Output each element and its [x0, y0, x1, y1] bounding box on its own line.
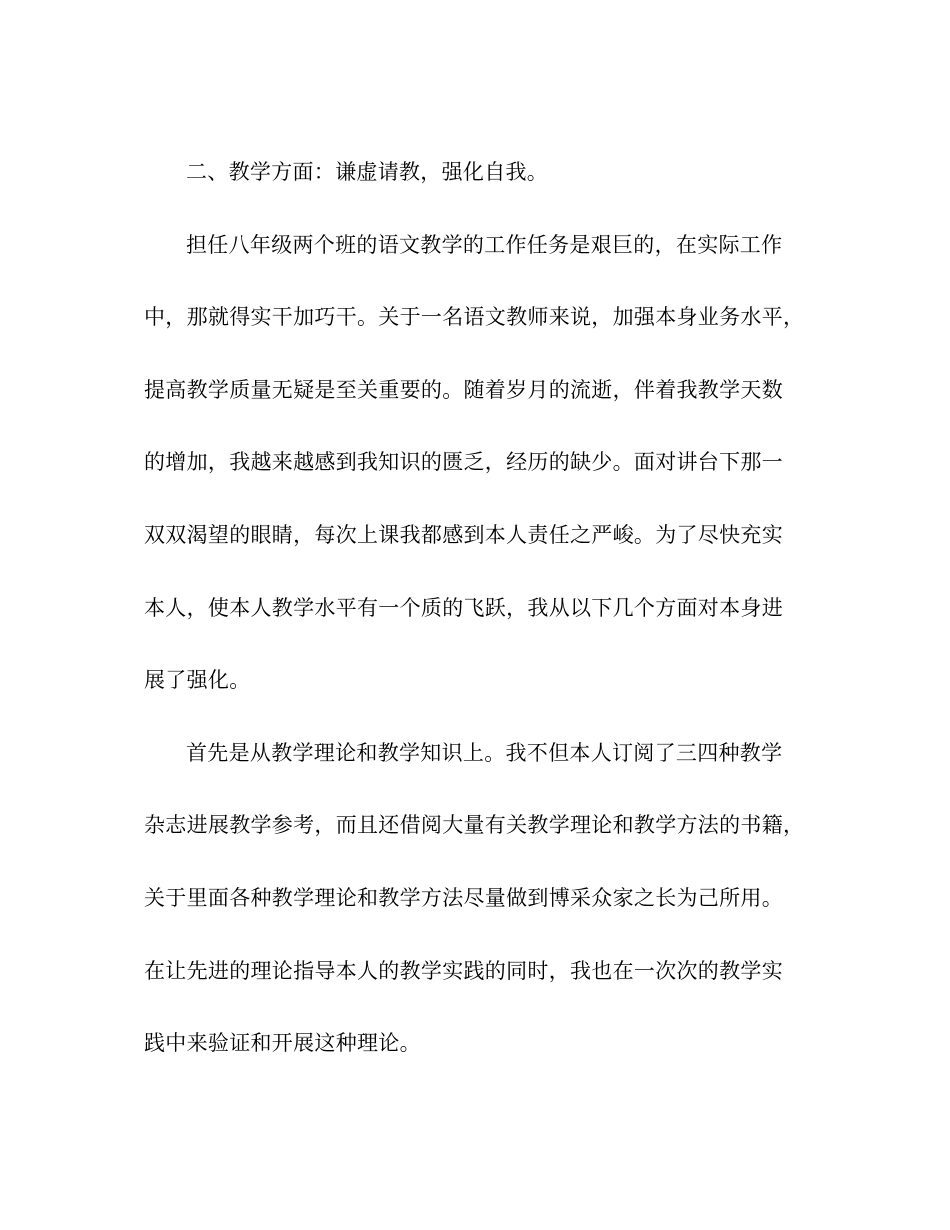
text-line: 首先是从教学理论和教学知识上。我不但本人订阅了三四种教学	[186, 740, 783, 765]
text-line: 双双渴望的眼睛，每次上课我都感到本人责任之严峻。为了尽快充实	[144, 522, 783, 547]
text-line: 的增加，我越来越感到我知识的匮乏，经历的缺少。面对讲台下那一	[144, 450, 783, 475]
text-line: 践中来验证和开展这种理论。	[144, 1031, 421, 1056]
paragraph-teaching-task	[144, 209, 804, 717]
text-line: 展了强化。	[144, 668, 251, 693]
text-line: 中，那就得实干加巧干。关于一名语文教师来说，加强本身业务水平，	[144, 305, 805, 330]
text-line: 本人，使本人教学水平有一个质的飞跃，我从以下几个方面对本身进	[144, 595, 783, 620]
text-line: 关于里面各种教学理论和教学方法尽量做到博采众家之长为己所用。	[144, 885, 783, 910]
section-heading-paragraph	[144, 136, 804, 209]
text-line: 在让先进的理论指导本人的教学实践的同时，我也在一次次的教学实	[144, 958, 783, 983]
paragraph-theory-study	[144, 717, 804, 1080]
text-line: 提高教学质量无疑是至关重要的。随着岁月的流逝，伴着我教学天数	[144, 377, 783, 402]
section-heading: 二、教学方面：谦虚请教，强化自我。	[186, 160, 549, 184]
document-body	[144, 136, 804, 1080]
text-line: 担任八年级两个班的语文教学的工作任务是艰巨的，在实际工作	[186, 232, 783, 257]
text-line: 杂志进展教学参考，而且还借阅大量有关教学理论和教学方法的书籍，	[144, 813, 805, 838]
